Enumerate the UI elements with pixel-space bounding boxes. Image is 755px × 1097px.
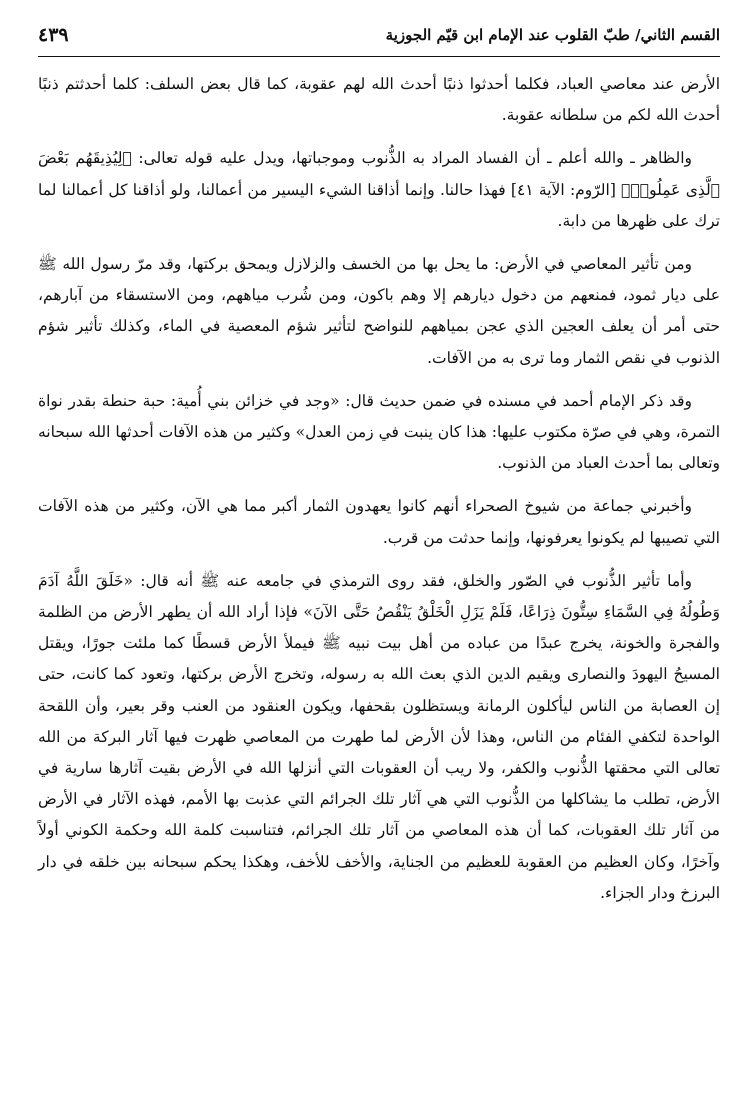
page-body [38, 69, 720, 909]
paragraph: والظاهر ـ والله أعلم ـ أن الفساد المراد به الذُّنوب وموجباتها، ويدل عليه قوله تعالى: ﴿لِيُذِيقَهُم بَعْضَ ٱلَّذِى عَمِلُوا۟﴾ [الرّوم: الآية ٤١] فهذا حالنا. وإنما أذاقنا الشيء اليسير من أعمالنا، ولو أذاقنا كل أعمالنا لما ترك على ظهرها من دابة. [38, 149, 720, 230]
paragraph: ومن تأثير المعاصي في الأرض: ما يحل بها من الخسف والزلازل ويمحق بركتها، وقد مرّ رسول الله ﷺ على ديار ثمود، فمنعهم من دخول ديارهم إلا وهم باكون، ومن شُرب مياههم، ومن الاستسقاء من آبارهم، حتى أمر أن يعلف العجين الذي عجن بمياههم للنواضح لتأثير شؤم المعصية في الماء، وكذلك تأثير شؤم الذنوب في نقص الثمار وما ترى به من الآفات. [38, 255, 720, 367]
book-page [38, 22, 720, 1082]
paragraph: الأرض عند معاصي العباد، فكلما أحدثوا ذنبًا أحدث الله لهم عقوبة، كما قال بعض السلف: كلما أحدثتم ذنبًا أحدث الله لكم من سلطانه عقوبة. [38, 75, 720, 125]
paragraph: وأما تأثير الذُّنوب في الصّور والخلق، فقد روى الترمذي في جامعه عنه ﷺ أنه قال: «خَلَقَ اللَّهُ آدَمَ وَطُولُهُ فِي السَّمَاءِ سِتُّونَ ذِرَاعًا، فَلَمْ يَزَلِ الْخَلْقُ يَنْقُصُ حَتَّى الآنَ» فإذا أراد الله أن يطهر الأرض من الظلمة والفجرة والخونة، يخرج عبدًا من عباده من أهل بيت نبيه ﷺ فيملأ الأرض قسطًا كما ملئت جورًا، ويقتل المسيحُ اليهودَ والنصارى ويقيم الدين الذي بعث الله به رسوله، وتخرج الأرض بركتها، وتعود كما كانت، حتى إن العصابة من الناس ليأكلون الرمانة ويستظلون بقحفها، ويكون العنقود من العنب وقر بعير، وأن اللقحة الواحدة لتكفي الفئام من الناس، وهذا لأن الأرض لما طهرت من المعاصي ظهرت فيها آثار البركة من الله تعالى التي محقتها الذُّنوب والكفر، ولا ريب أن العقوبات التي أنزلها الله في الأرض بقيت آثارها سارية في الأرض، تطلب ما يشاكلها من الذُّنوب التي هي آثار تلك الجرائم التي عذبت بها الأمم، فهذه الآثار في الأرض من آثار تلك العقوبات، كما أن هذه المعاصي من آثار تلك الجرائم، فتناسبت كلمة الله وحكمة الكوني أولاً وآخرًا، وكان العظيم من العقوبة للعظيم من الجناية، والأخف للأخف، وهكذا يحكم سبحانه بين خلقه في دار البرزخ ودار الجزاء. [38, 571, 720, 902]
paragraph: وأخبرني جماعة من شيوخ الصحراء أنهم كانوا يعهدون الثمار أكبر مما هي الآن، وكثير من هذه الآفات التي تصيبها لم يكونوا يعرفونها، وإنما حدثت من قرب. [38, 497, 720, 547]
paragraph: وقد ذكر الإمام أحمد في مسنده في ضمن حديث قال: «وجد في خزائن بني أُمية: حبة حنطة بقدر نواة التمرة، وهي في صرّة مكتوب عليها: هذا كان ينبت في زمن العدل» وكثير من هذه الآفات أحدثها الله سبحانه وتعالى بما أحدث العباد من الذنوب. [38, 391, 720, 473]
page-header [38, 22, 720, 57]
running-head: القسم الثاني/ طبّ القلوب عند الإمام ابن قيّم الجوزية [385, 26, 720, 44]
page-number: ٤٣٩ [38, 24, 69, 46]
